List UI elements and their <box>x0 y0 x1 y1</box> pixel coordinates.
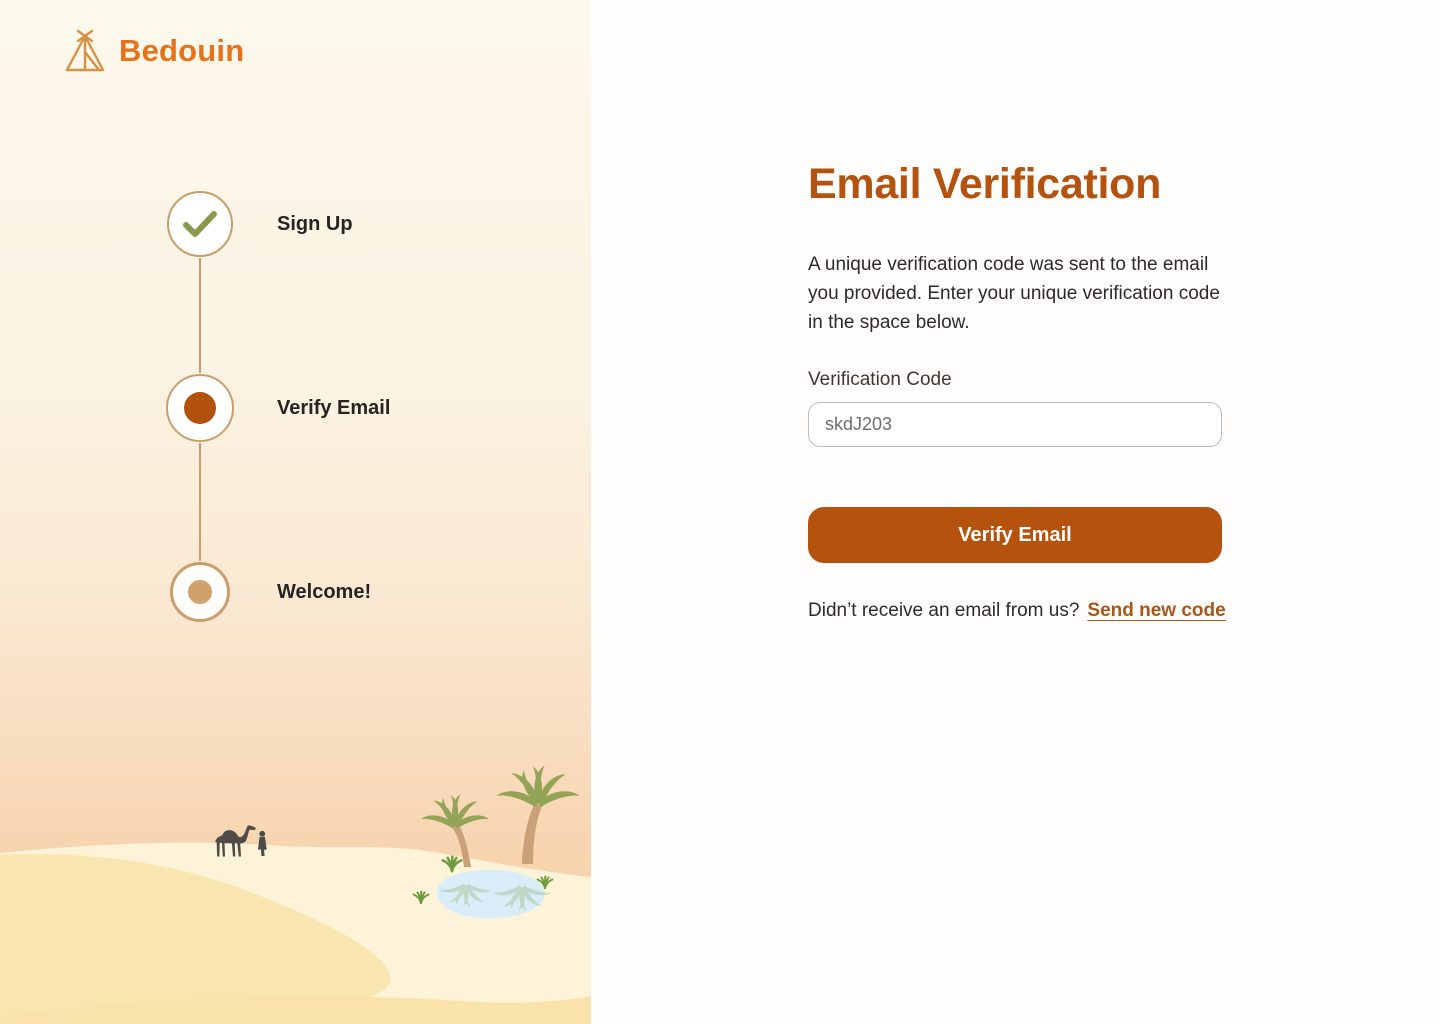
step-welcome <box>170 562 371 622</box>
resend-prompt: Didn’t receive an email from us? <box>808 600 1080 621</box>
desert-dunes-icon <box>0 843 591 1024</box>
stepper-connector <box>199 258 201 373</box>
step-label: Verify Email <box>277 396 391 419</box>
stepper-connector <box>199 443 201 561</box>
step-completed-indicator <box>167 191 233 257</box>
verification-code-label: Verification Code <box>808 369 952 390</box>
step-sign-up <box>167 191 353 257</box>
step-label: Sign Up <box>277 212 353 235</box>
progress-sidebar <box>0 0 591 1024</box>
tan-dot-icon <box>188 580 212 604</box>
send-new-code-link[interactable]: Send new code <box>1087 600 1226 621</box>
desert-illustration <box>0 724 591 1024</box>
brand-logo <box>62 28 244 74</box>
palm-trees-icon <box>421 764 580 867</box>
main-content <box>591 0 1440 1024</box>
step-upcoming-indicator <box>170 562 230 622</box>
brand-name: Bedouin <box>119 33 245 68</box>
step-active-indicator <box>166 374 234 442</box>
tent-icon <box>62 28 108 74</box>
resend-section <box>808 600 1226 622</box>
step-label: Welcome! <box>277 580 372 603</box>
verify-email-button[interactable]: Verify Email <box>808 507 1222 563</box>
check-icon <box>182 209 218 239</box>
verification-code-input[interactable] <box>808 402 1222 447</box>
page-title: Email Verification <box>808 160 1162 208</box>
step-verify-email <box>166 374 390 442</box>
filled-dot-icon <box>184 392 216 424</box>
page-description: A unique verification code was sent to the email you provided. Enter your unique verification code in the space below. <box>808 254 1220 333</box>
